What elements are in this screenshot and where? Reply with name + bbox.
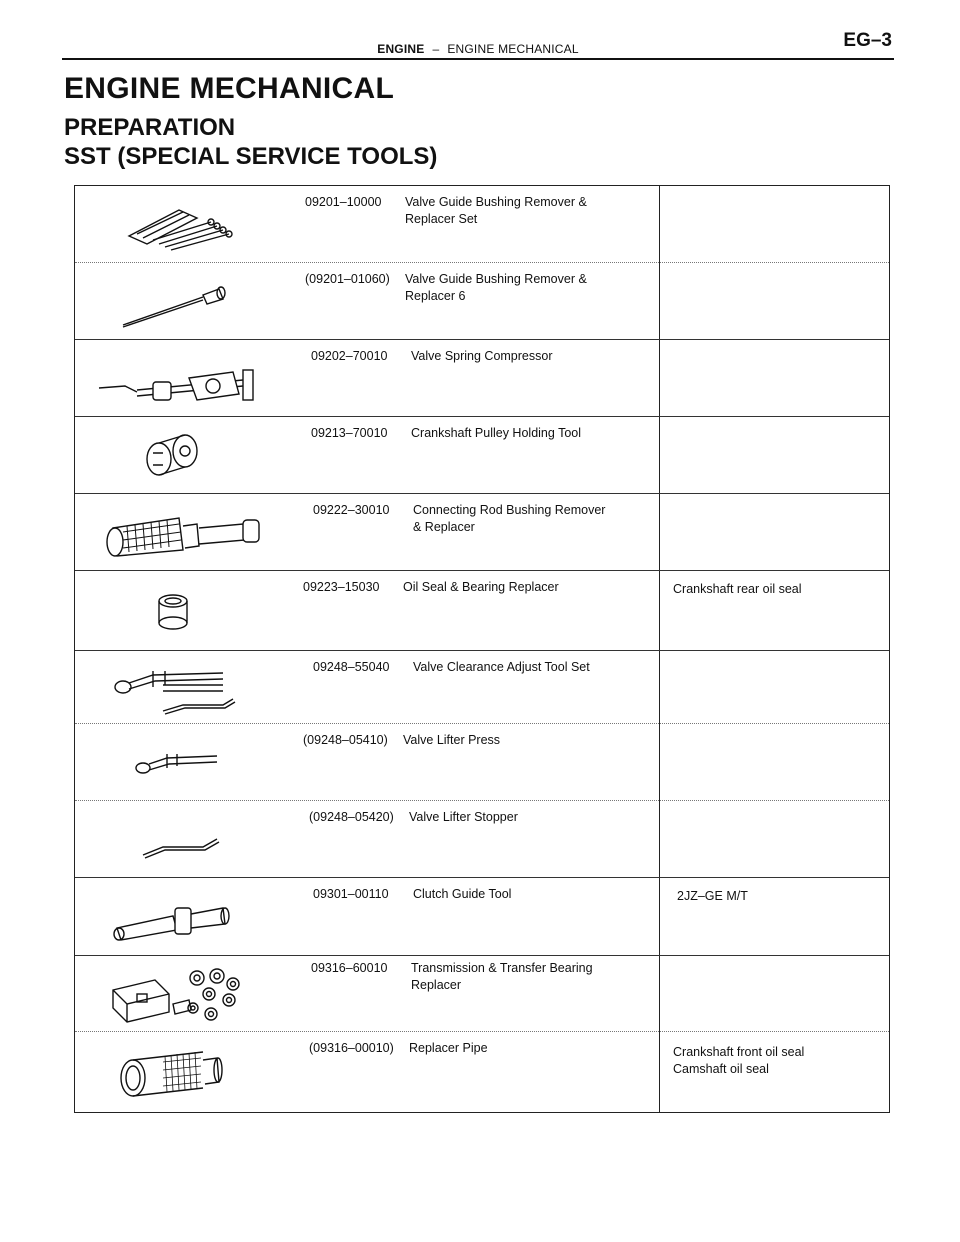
clutch-guide-tool-illustration xyxy=(93,890,263,944)
tool-name xyxy=(413,502,605,536)
tool-name-line: Crankshaft Pulley Holding Tool xyxy=(411,426,582,440)
tool-part-number: 09201–10000 xyxy=(305,195,382,209)
tool-row xyxy=(75,955,889,1031)
tool-part-number: (09201–01060) xyxy=(305,272,390,286)
tool-note xyxy=(677,888,748,905)
page-number: EG–3 xyxy=(843,30,892,51)
page-title: ENGINE MECHANICAL xyxy=(64,72,395,105)
tool-name xyxy=(403,579,559,596)
tool-row xyxy=(75,262,889,339)
valve-guide-bushing-set-illustration xyxy=(93,196,253,252)
tool-name xyxy=(411,960,593,994)
tool-note-line: Camshaft oil seal xyxy=(673,1062,769,1076)
tool-name-line: Valve Guide Bushing Remover & xyxy=(405,195,587,209)
sst-table xyxy=(74,185,890,1113)
tool-note xyxy=(673,1044,804,1078)
tool-name xyxy=(413,886,511,903)
tool-entry xyxy=(313,659,590,676)
tool-name-line: Valve Spring Compressor xyxy=(411,349,553,363)
header-separator: – xyxy=(432,42,440,56)
tool-name-line: Replacer 6 xyxy=(405,289,466,303)
tool-name-line: Clutch Guide Tool xyxy=(413,887,512,901)
tool-part-number: (09248–05410) xyxy=(303,733,388,747)
tool-entry xyxy=(313,502,605,536)
tool-name-line: Transmission & Transfer Bearing xyxy=(411,961,593,975)
tool-name-line: Replacer Pipe xyxy=(409,1041,488,1055)
replacer-pipe-illustration xyxy=(93,1042,263,1102)
tool-name xyxy=(405,194,587,228)
tool-part-number: 09248–55040 xyxy=(313,660,390,674)
tool-entry xyxy=(311,425,581,442)
tool-name-line: Replacer Set xyxy=(405,212,478,226)
pulley-holding-tool-illustration xyxy=(93,425,253,485)
tool-row xyxy=(75,723,889,800)
tool-name xyxy=(411,425,581,442)
tool-entry xyxy=(303,732,500,749)
tool-name xyxy=(409,809,518,826)
rod-bushing-remover-illustration xyxy=(93,506,268,560)
tool-row xyxy=(75,570,889,650)
bearing-replacer-set-illustration xyxy=(93,964,263,1024)
tool-note-line: Crankshaft rear oil seal xyxy=(673,582,802,596)
oil-seal-replacer-illustration xyxy=(93,585,253,641)
tool-part-number: 09316–60010 xyxy=(311,961,388,975)
tool-part-number: 09223–15030 xyxy=(303,580,380,594)
tool-entry xyxy=(309,1040,488,1057)
tool-name-line: Connecting Rod Bushing Remover xyxy=(413,503,606,517)
tool-row xyxy=(75,877,889,955)
tool-entry xyxy=(305,194,587,228)
tool-row xyxy=(75,493,889,570)
tool-name xyxy=(409,1040,488,1057)
tool-name xyxy=(403,732,500,749)
tool-row xyxy=(75,650,889,723)
tool-row xyxy=(75,339,889,416)
tool-note-line: Crankshaft front oil seal xyxy=(673,1045,805,1059)
tool-name-line: Valve Guide Bushing Remover & xyxy=(405,272,587,286)
tool-note xyxy=(673,581,802,598)
tool-name xyxy=(413,659,590,676)
tool-part-number: 09301–00110 xyxy=(313,887,389,901)
tool-name xyxy=(405,271,587,305)
tool-entry xyxy=(303,579,559,596)
section-heading-preparation: PREPARATION xyxy=(64,114,236,141)
valve-clearance-tool-set-illustration xyxy=(93,661,253,717)
bushing-remover-rod-illustration xyxy=(93,273,253,329)
tool-name-line: Valve Lifter Stopper xyxy=(409,810,518,824)
valve-lifter-stopper-illustration xyxy=(93,815,253,865)
tool-part-number: 09222–30010 xyxy=(313,503,390,517)
header-section-title xyxy=(62,42,894,56)
tool-name xyxy=(411,348,553,365)
tool-name-line: Valve Lifter Press xyxy=(403,733,501,747)
running-header xyxy=(62,28,894,60)
header-section: ENGINE xyxy=(377,42,425,56)
tool-note-line: 2JZ–GE M/T xyxy=(677,889,748,903)
tool-part-number: (09316–00010) xyxy=(309,1041,394,1055)
header-subsection: ENGINE MECHANICAL xyxy=(447,42,579,56)
valve-spring-compressor-illustration xyxy=(93,352,263,408)
tool-row xyxy=(75,1031,889,1114)
tool-entry xyxy=(309,809,518,826)
tool-entry xyxy=(313,886,511,903)
tool-part-number: 09213–70010 xyxy=(311,426,388,440)
tool-name-line: Oil Seal & Bearing Replacer xyxy=(403,580,559,594)
tool-part-number: 09202–70010 xyxy=(311,349,388,363)
tool-name-line: & Replacer xyxy=(413,520,475,534)
tool-name-line: Replacer xyxy=(411,978,462,992)
tool-entry xyxy=(311,348,553,365)
tool-entry xyxy=(305,271,587,305)
tool-entry xyxy=(311,960,593,994)
tool-row xyxy=(75,186,889,262)
tool-name-line: Valve Clearance Adjust Tool Set xyxy=(413,660,590,674)
tool-part-number: (09248–05420) xyxy=(309,810,394,824)
section-heading-sst: SST (SPECIAL SERVICE TOOLS) xyxy=(64,143,438,170)
tool-row xyxy=(75,416,889,493)
valve-lifter-press-illustration xyxy=(93,738,253,788)
tool-row xyxy=(75,800,889,877)
